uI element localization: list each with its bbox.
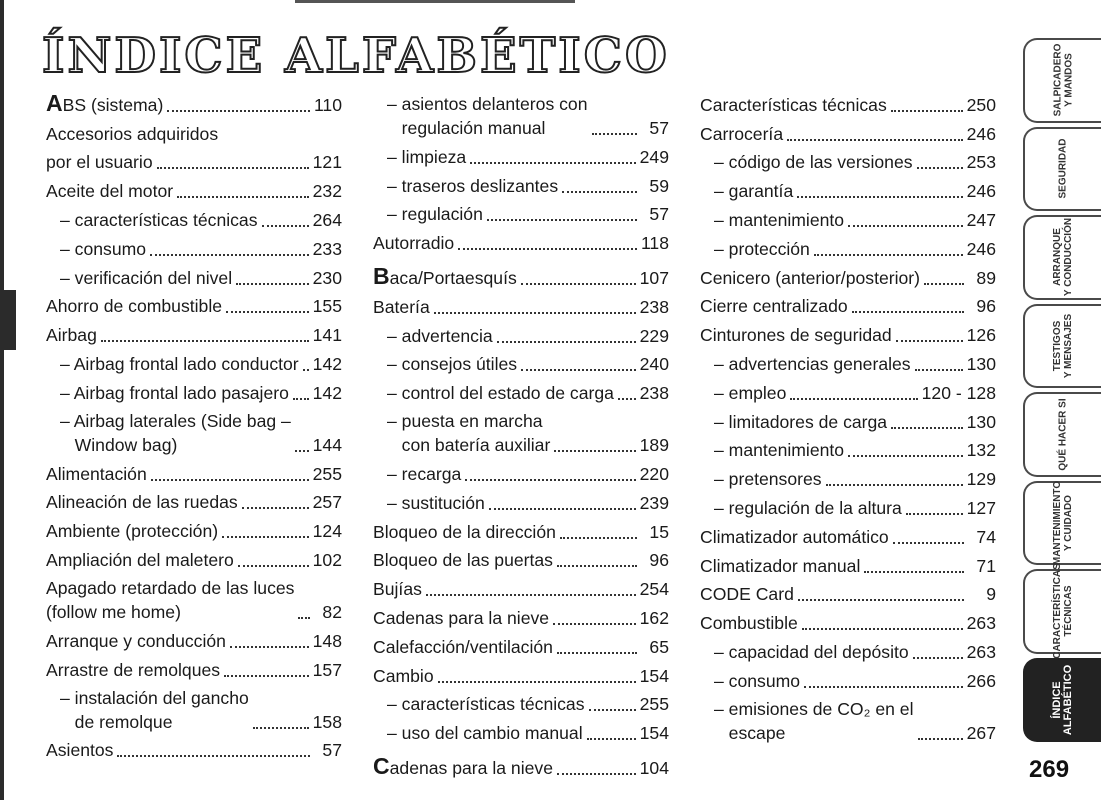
- section-tab[interactable]: [1023, 215, 1101, 300]
- entry-label: – mantenimiento: [714, 209, 845, 230]
- entry-label: Autorradio: [373, 233, 455, 254]
- page-number: 269: [1029, 756, 1070, 783]
- entry-page: 57: [649, 118, 669, 138]
- entry-label: – consumo: [714, 670, 801, 691]
- entry-page: 233: [312, 238, 342, 259]
- entry-label: – garantía: [714, 181, 794, 202]
- index-entry: [373, 572, 669, 601]
- leader-dots: [253, 727, 309, 729]
- entry-label: – consejos útiles: [387, 354, 518, 375]
- entry-label: – Airbag frontal lado pasajero: [60, 382, 289, 403]
- leader-dots: [262, 225, 309, 227]
- leader-dots: [924, 283, 964, 285]
- entry-page: 267: [966, 722, 996, 743]
- leader-dots: [915, 369, 963, 371]
- entry-label: por el usuario: [46, 152, 153, 173]
- entry-label: Accesorios adquiridos: [46, 123, 219, 144]
- leader-dots: [150, 254, 309, 256]
- entry-label: – advertencias generales: [714, 353, 911, 374]
- entry-page: 96: [649, 550, 669, 571]
- index-entry: [46, 318, 342, 347]
- leader-dots: [117, 755, 310, 757]
- letter-initial: A: [46, 89, 63, 116]
- index-entry: [46, 543, 342, 572]
- entry-label: – empleo: [714, 382, 787, 403]
- entry-page: 189: [639, 435, 669, 456]
- page-binding-edge: [0, 0, 4, 800]
- entry-label: – mantenimiento: [714, 440, 845, 461]
- section-tab[interactable]: [1023, 563, 1101, 660]
- entry-page: 257: [312, 492, 342, 513]
- entry-page: 266: [966, 670, 996, 691]
- entry-label: – protección: [714, 238, 810, 259]
- index-entry: [46, 653, 342, 682]
- leader-dots: [917, 167, 963, 169]
- entry-page: 263: [966, 613, 996, 634]
- entry-label: – capacidad del depósito: [714, 641, 909, 662]
- entry-page: 59: [649, 175, 669, 196]
- index-entry: [700, 434, 996, 463]
- index-entry: [700, 146, 996, 175]
- leader-dots: [848, 455, 963, 457]
- leader-dots: [804, 686, 963, 688]
- entry-label: CODE Card: [700, 584, 794, 605]
- entry-label: Climatizador automático: [700, 526, 889, 547]
- entry-page: 127: [966, 497, 996, 518]
- entry-label: – Airbag laterales (Side bag – Window bag): [60, 410, 291, 455]
- index-entry: [373, 198, 669, 227]
- index-entry: [700, 117, 996, 146]
- index-entry: [373, 169, 669, 198]
- index-entry: [700, 491, 996, 520]
- entry-label: Apagado retardado de las luces (follow me home): [46, 577, 295, 622]
- entry-page: 130: [966, 353, 996, 374]
- leader-dots: [101, 340, 309, 342]
- leader-dots: [238, 565, 309, 567]
- index-column-3: [700, 88, 996, 745]
- leader-dots: [151, 479, 309, 481]
- entry-page: 141: [312, 325, 342, 346]
- entry-page: 232: [312, 181, 342, 202]
- index-entry: [373, 226, 669, 255]
- entry-label: Combustible: [700, 613, 798, 634]
- index-entry: [373, 544, 669, 573]
- index-entry: [373, 659, 669, 688]
- entry-page: 155: [312, 296, 342, 317]
- leader-dots: [470, 162, 635, 164]
- index-entry: [46, 290, 342, 319]
- entry-page: 126: [966, 325, 996, 346]
- entry-label: Baca/Portaesquís: [373, 262, 517, 289]
- entry-page: 120 - 128: [921, 382, 996, 403]
- entry-page: 157: [312, 659, 342, 680]
- index-entry: [373, 457, 669, 486]
- leader-dots: [918, 738, 963, 740]
- section-tab[interactable]: [1023, 38, 1101, 123]
- index-entry: [46, 486, 342, 515]
- index-entry: [700, 376, 996, 405]
- entry-label: – pretensores: [714, 469, 822, 490]
- leader-dots: [487, 219, 637, 221]
- entry-page: 255: [639, 694, 669, 715]
- entry-page: 102: [312, 549, 342, 570]
- section-tab-label: SALPICADERO Y MANDOS: [1051, 43, 1074, 117]
- leader-dots: [589, 709, 636, 711]
- leader-dots: [592, 133, 637, 135]
- section-tab-label: ARRANQUE Y CONDUCCIÓN: [1052, 218, 1074, 297]
- index-entry: [46, 457, 342, 486]
- entry-label: Batería: [373, 296, 430, 317]
- index-entry: [700, 462, 996, 491]
- leader-dots: [489, 508, 636, 510]
- index-entry: [373, 290, 669, 319]
- entry-label: Airbag: [46, 325, 97, 346]
- section-tabs: [1023, 38, 1101, 746]
- entry-page: 118: [640, 233, 669, 254]
- leader-dots: [864, 571, 964, 573]
- index-column-2: [373, 88, 669, 780]
- leader-dots: [802, 628, 963, 630]
- section-tab[interactable]: [1023, 481, 1101, 566]
- leader-dots: [790, 398, 917, 400]
- leader-dots: [465, 479, 635, 481]
- index-entry: [700, 549, 996, 578]
- entry-page: 246: [966, 123, 996, 144]
- entry-page: 107: [639, 267, 669, 288]
- entry-page: 15: [649, 521, 669, 542]
- leader-dots: [798, 599, 964, 601]
- entry-label: – uso del cambio manual: [387, 723, 583, 744]
- entry-label: Cierre centralizado: [700, 296, 848, 317]
- entry-label: – instalación del gancho de remolque: [60, 687, 249, 732]
- entry-label: – traseros deslizantes: [387, 175, 559, 196]
- entry-page: 129: [966, 469, 996, 490]
- index-entry: [373, 88, 669, 140]
- leader-dots: [222, 536, 309, 538]
- entry-page: 162: [639, 607, 669, 628]
- entry-page: 220: [639, 463, 669, 484]
- entry-page: 65: [649, 636, 669, 657]
- entry-label: Aceite del motor: [46, 181, 174, 202]
- index-entry: [46, 347, 342, 376]
- page-binding-mark: [0, 290, 16, 350]
- index-entry: [373, 688, 669, 717]
- section-tab[interactable]: [1023, 304, 1101, 389]
- entry-page: 142: [312, 382, 342, 403]
- leader-dots: [242, 507, 309, 509]
- letter-initial: B: [373, 262, 390, 289]
- entry-label: Bloqueo de las puertas: [373, 550, 553, 571]
- entry-label: Carrocería: [700, 123, 784, 144]
- index-entry: [373, 751, 669, 780]
- index-entry: [700, 232, 996, 261]
- leader-dots: [497, 341, 636, 343]
- index-entry: [373, 348, 669, 377]
- section-tab-label: MANTENIMIENTO Y CUIDADO: [1052, 480, 1075, 565]
- leader-dots: [426, 594, 636, 596]
- index-entry: [700, 318, 996, 347]
- header-rule: [295, 0, 575, 3]
- leader-dots: [896, 340, 963, 342]
- leader-dots: [303, 369, 309, 371]
- entry-page: 254: [639, 579, 669, 600]
- entry-label: – advertencia: [387, 325, 493, 346]
- index-entry: [700, 520, 996, 549]
- leader-dots: [438, 681, 636, 683]
- index-entry: [373, 261, 669, 290]
- entry-label: Cinturones de seguridad: [700, 325, 892, 346]
- index-entry: [373, 486, 669, 515]
- leader-dots: [226, 311, 309, 313]
- leader-dots: [295, 450, 309, 452]
- entry-label: Calefacción/ventilación: [373, 636, 553, 657]
- entry-label: – características técnicas: [387, 694, 585, 715]
- entry-page: 74: [976, 526, 996, 547]
- entry-label: – limitadores de carga: [714, 411, 888, 432]
- entry-label: – emisiones de CO₂ en el escape: [714, 698, 914, 743]
- entry-page: 230: [312, 267, 342, 288]
- index-entry: [700, 174, 996, 203]
- index-entry: [700, 664, 996, 693]
- entry-label: ABS (sistema): [46, 89, 164, 116]
- entry-label: Bloqueo de la dirección: [373, 521, 556, 542]
- entry-label: – características técnicas: [60, 209, 258, 230]
- leader-dots: [906, 513, 963, 515]
- entry-page: 229: [639, 325, 669, 346]
- index-entry: [700, 261, 996, 290]
- leader-dots: [891, 427, 963, 429]
- entry-page: 96: [976, 296, 996, 317]
- entry-label: – consumo: [60, 238, 147, 259]
- section-tab-label: SEGURIDAD: [1057, 138, 1069, 199]
- entry-page: 154: [639, 723, 669, 744]
- entry-label: Cenicero (anterior/posterior): [700, 267, 921, 288]
- entry-label: – asientos delanteros con regulación manual: [387, 94, 588, 138]
- entry-label: Climatizador manual: [700, 555, 861, 576]
- leader-dots: [521, 283, 636, 285]
- leader-dots: [848, 225, 963, 227]
- entry-label: – control del estado de carga: [387, 383, 614, 404]
- entry-label: – verificación del nivel: [60, 267, 233, 288]
- leader-dots: [230, 646, 309, 648]
- entry-page: 148: [312, 630, 342, 651]
- index-entry: [373, 601, 669, 630]
- entry-label: – limpieza: [387, 146, 467, 167]
- index-entry: [46, 514, 342, 543]
- entry-label: Alineación de las ruedas: [46, 492, 238, 513]
- leader-dots: [891, 110, 963, 112]
- entry-page: 9: [986, 584, 996, 605]
- entry-page: 154: [639, 665, 669, 686]
- leader-dots: [298, 617, 310, 619]
- section-tab-label: ÍNDICE ALFABÉTICO: [1051, 664, 1074, 735]
- entry-page: 238: [639, 383, 669, 404]
- entry-label: Bujías: [373, 579, 422, 600]
- index-column-1: [46, 88, 342, 762]
- entry-page: 263: [966, 641, 996, 662]
- entry-page: 238: [639, 296, 669, 317]
- entry-label: Asientos: [46, 740, 114, 761]
- entry-label: Ambiente (protección): [46, 521, 219, 542]
- index-entry: [700, 203, 996, 232]
- index-entry: [373, 515, 669, 544]
- entry-page: 247: [966, 209, 996, 230]
- index-entry: [46, 376, 342, 405]
- index-entry: [700, 693, 996, 745]
- entry-page: 124: [312, 521, 342, 542]
- leader-dots: [557, 565, 637, 567]
- leader-dots: [557, 773, 636, 775]
- entry-label: Alimentación: [46, 463, 147, 484]
- leader-dots: [434, 312, 636, 314]
- entry-label: – regulación: [387, 204, 483, 225]
- entry-page: 158: [312, 711, 342, 732]
- entry-page: 246: [966, 238, 996, 259]
- leader-dots: [893, 542, 964, 544]
- entry-page: 130: [966, 411, 996, 432]
- leader-dots: [587, 738, 636, 740]
- index-entry: [46, 117, 342, 146]
- leader-dots: [560, 537, 637, 539]
- leader-dots: [797, 196, 962, 198]
- entry-page: 110: [313, 94, 342, 115]
- leader-dots: [557, 652, 637, 654]
- entry-page: 132: [966, 440, 996, 461]
- leader-dots: [521, 369, 636, 371]
- leader-dots: [814, 254, 963, 256]
- leader-dots: [826, 484, 963, 486]
- leader-dots: [913, 657, 963, 659]
- entry-label: – regulación de la altura: [714, 497, 902, 518]
- index-entry: [700, 88, 996, 117]
- entry-label: Ahorro de combustible: [46, 296, 223, 317]
- leader-dots: [852, 311, 964, 313]
- index-entry: [373, 376, 669, 405]
- index-entry: [46, 405, 342, 457]
- entry-page: 57: [649, 204, 669, 225]
- index-entry: [700, 405, 996, 434]
- entry-label: Cadenas para la nieve: [373, 607, 550, 628]
- index-entry: [373, 630, 669, 659]
- entry-page: 253: [966, 152, 996, 173]
- index-entry: [46, 146, 342, 175]
- entry-label: – sustitución: [387, 492, 485, 513]
- entry-page: 71: [976, 555, 996, 576]
- entry-page: 144: [312, 434, 342, 455]
- leader-dots: [236, 283, 309, 285]
- entry-page: 250: [966, 94, 996, 115]
- leader-dots: [787, 139, 963, 141]
- entry-label: – puesta en marcha con batería auxiliar: [387, 411, 551, 456]
- index-entry: [700, 290, 996, 319]
- entry-page: 57: [322, 740, 342, 761]
- entry-label: – Airbag frontal lado conductor: [60, 353, 299, 374]
- leader-dots: [167, 110, 310, 112]
- index-entry: [373, 405, 669, 457]
- section-tab-label: QUÉ HACER SI: [1057, 398, 1069, 471]
- index-entry: [373, 319, 669, 348]
- leader-dots: [293, 398, 309, 400]
- entry-page: 104: [639, 757, 669, 778]
- entry-label: – recarga: [387, 463, 462, 484]
- index-entry: [700, 578, 996, 607]
- leader-dots: [562, 191, 637, 193]
- section-tab[interactable]: [1023, 392, 1101, 477]
- leader-dots: [618, 398, 636, 400]
- entry-label: Cadenas para la nieve: [373, 752, 553, 779]
- index-entry: [373, 716, 669, 745]
- entry-page: 142: [312, 353, 343, 374]
- section-tab[interactable]: [1023, 127, 1101, 212]
- leader-dots: [177, 196, 309, 198]
- index-entry: [46, 88, 342, 117]
- entry-label: Arrastre de remolques: [46, 659, 221, 680]
- index-entry: [46, 174, 342, 203]
- index-entry: [46, 203, 342, 232]
- section-tab-label: TESTIGOS Y MENSAJES: [1051, 313, 1074, 378]
- entry-page: 121: [312, 152, 342, 173]
- entry-label: Cambio: [373, 665, 434, 686]
- entry-label: Ampliación del maletero: [46, 549, 234, 570]
- entry-page: 82: [322, 601, 342, 622]
- index-entry: [46, 232, 342, 261]
- entry-label: – código de las versiones: [714, 152, 913, 173]
- leader-dots: [554, 450, 635, 452]
- entry-page: 249: [639, 146, 669, 167]
- index-entry: [700, 635, 996, 664]
- entry-label: Características técnicas: [700, 94, 887, 115]
- index-entry: [373, 140, 669, 169]
- leader-dots: [553, 623, 636, 625]
- entry-label: Arranque y conducción: [46, 630, 226, 651]
- entry-page: 239: [639, 492, 669, 513]
- index-entry: [46, 261, 342, 290]
- entry-page: 255: [312, 463, 342, 484]
- leader-dots: [224, 675, 309, 677]
- section-tab[interactable]: [1023, 658, 1101, 743]
- section-tab-label: CARACTERÍSTICAS TÉCNICAS: [1052, 563, 1074, 660]
- leader-dots: [458, 248, 637, 250]
- index-entry: [46, 682, 342, 734]
- entry-page: 89: [976, 267, 996, 288]
- page-title: ÍNDICE ALFABÉTICO: [42, 28, 670, 84]
- index-entry: [700, 347, 996, 376]
- index-entry: [46, 734, 342, 763]
- leader-dots: [157, 167, 309, 169]
- entry-page: 240: [639, 354, 669, 375]
- index-entry: [46, 624, 342, 653]
- index-entry: [46, 572, 342, 624]
- entry-page: 264: [312, 209, 342, 230]
- letter-initial: C: [373, 752, 390, 779]
- entry-page: 246: [966, 181, 996, 202]
- index-entry: [700, 606, 996, 635]
